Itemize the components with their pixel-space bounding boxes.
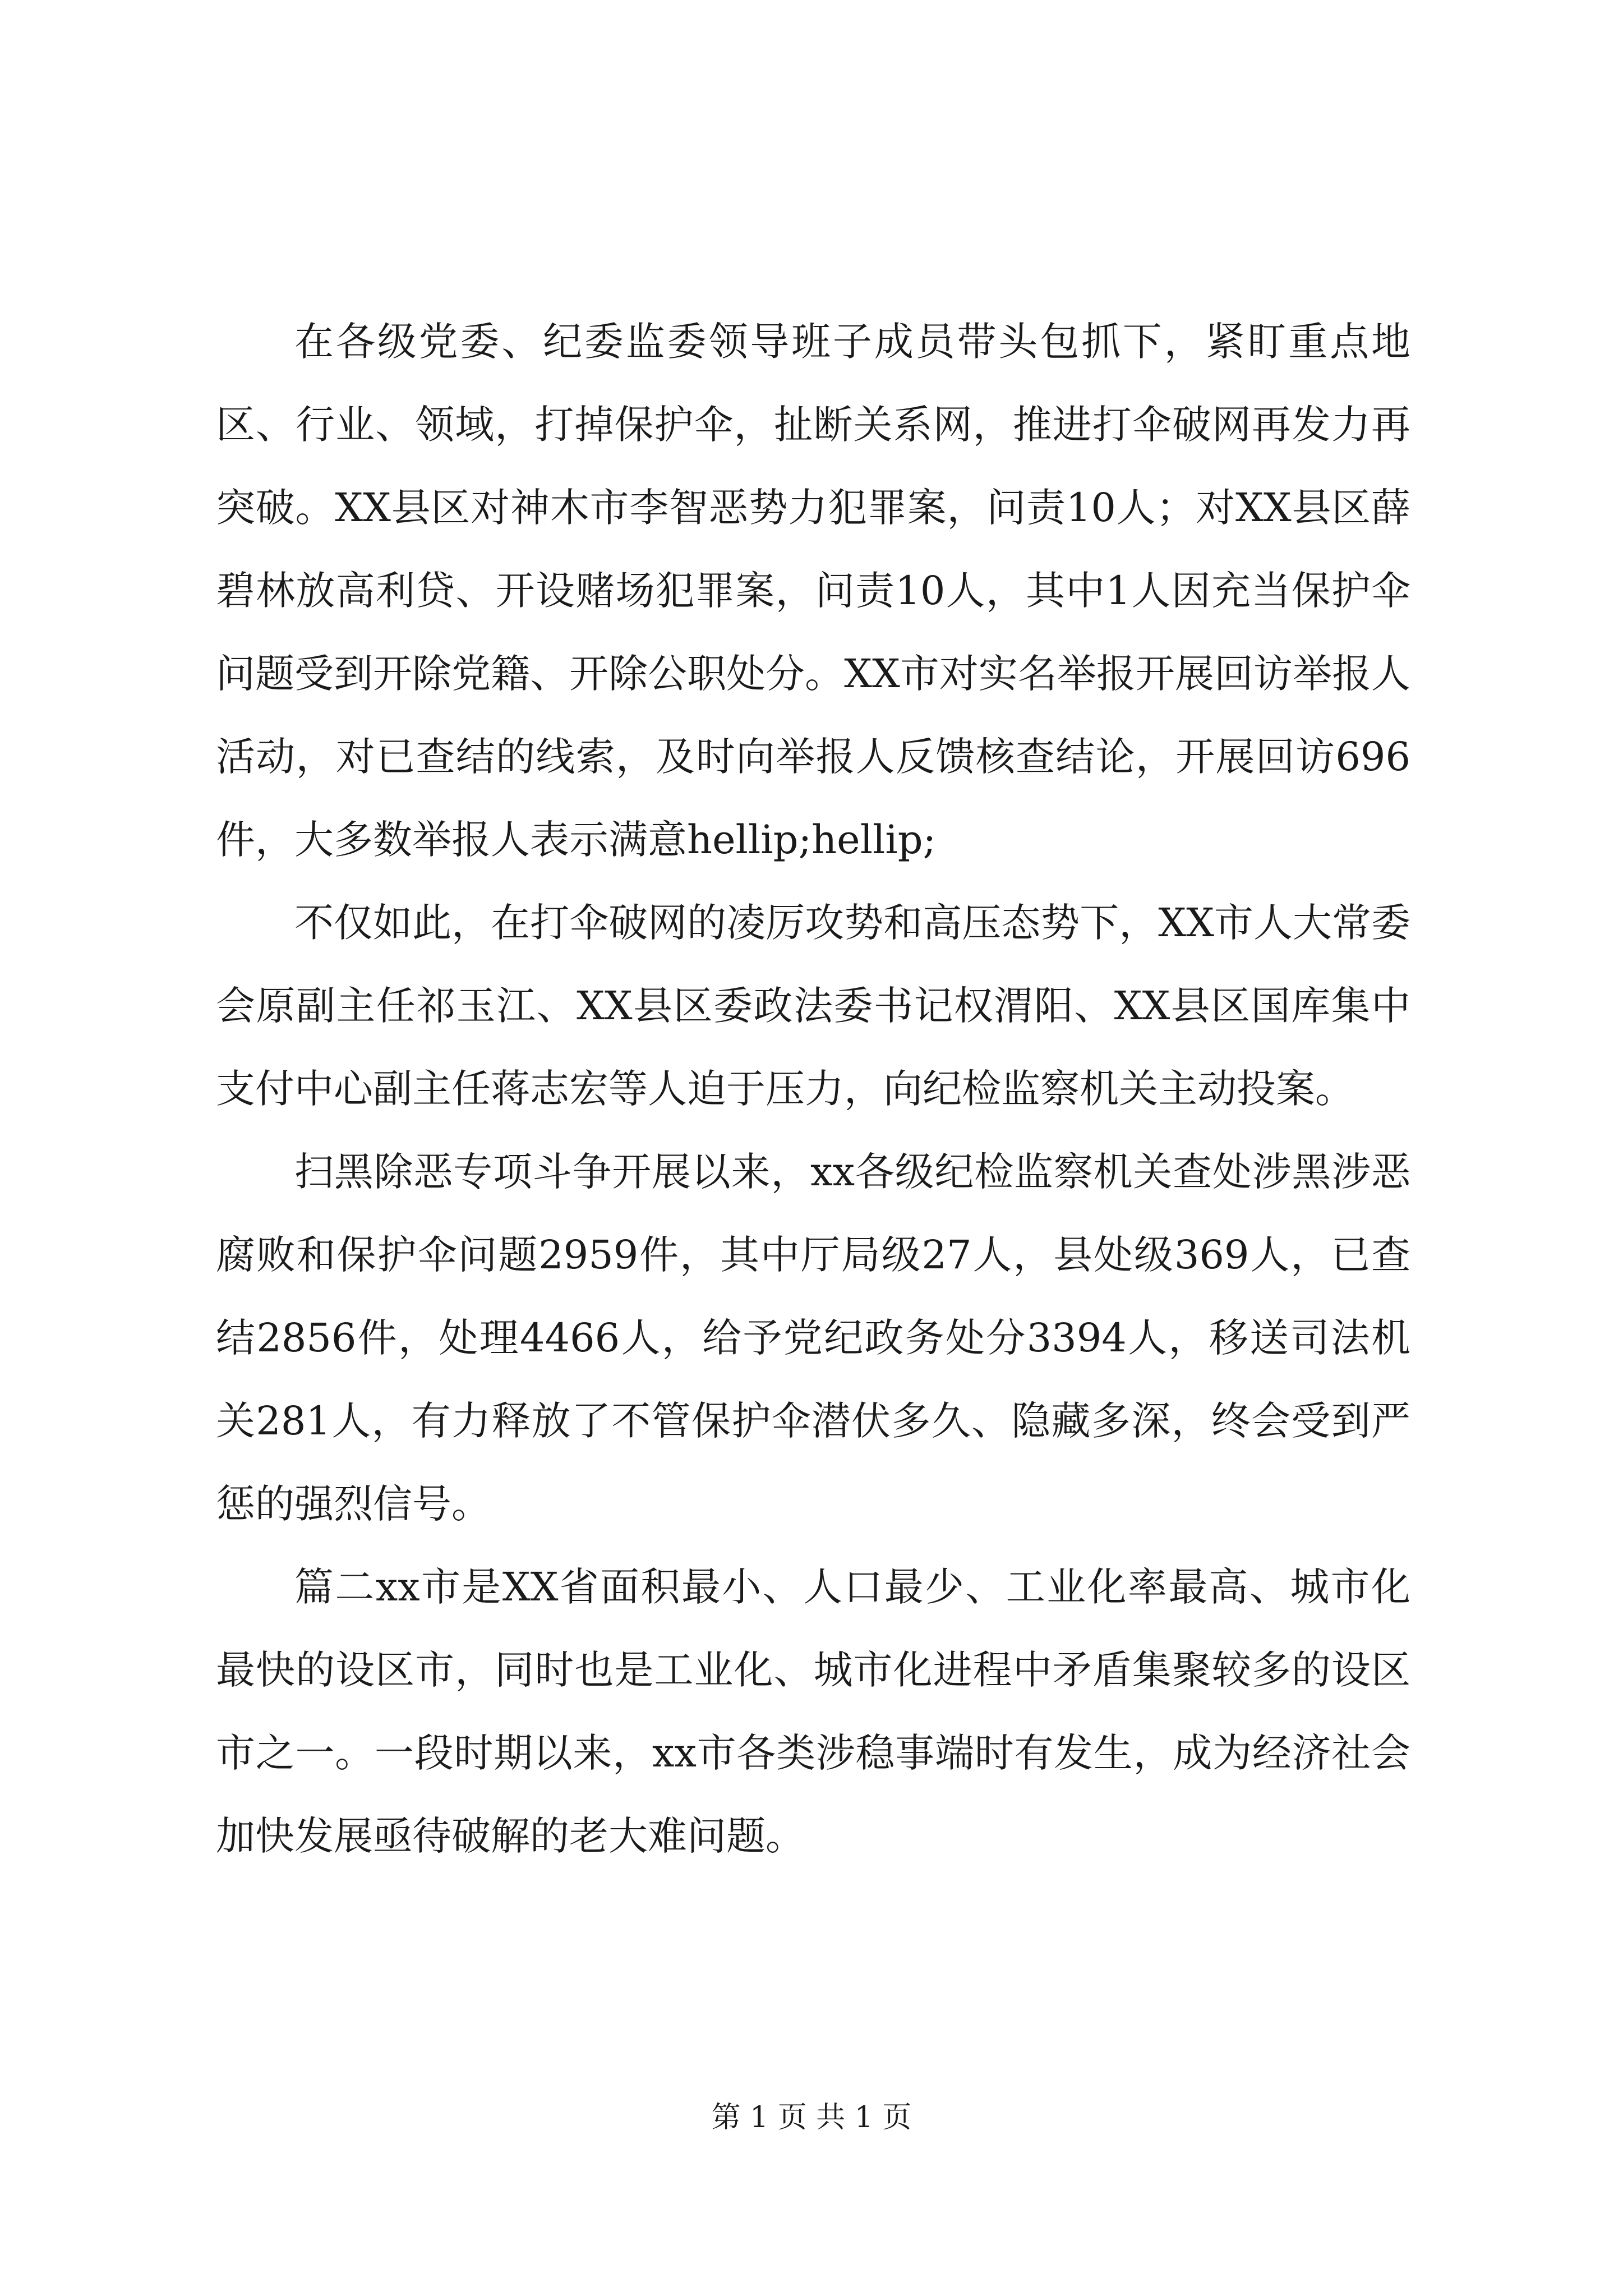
paragraph-3: 扫黑除恶专项斗争开展以来，xx各级纪检监察机关查处涉黑涉恶腐败和保护伞问题2959件，其中厅局级27人，县处级369人，已查结2856件，处理4466人，给予党纪政务处分3394人，移送司法机关281人，有力释放了不管保护伞潜伏多久、隐藏多深，终会受到严惩的强烈信号。: [216, 1149, 1410, 1527]
paragraph-2: 不仅如此，在打伞破网的凌厉攻势和高压态势下，XX市人大常委会原副主任祁玉江、XX县区委政法委书记权渭阳、XX县区国库集中支付中心副主任蒋志宏等人迫于压力，向纪检监察机关主动投案。: [216, 900, 1410, 1112]
body-text: [216, 300, 1410, 1878]
paragraph-1: 在各级党委、纪委监委领导班子成员带头包抓下，紧盯重点地区、行业、领域，打掉保护伞，扯断关系网，推进打伞破网再发力再突破。XX县区对神木市李智恶势力犯罪案，问责10人；对XX县区薛碧林放高利贷、开设赌场犯罪案，问责10人，其中1人因充当保护伞问题受到开除党籍、开除公职处分。XX市对实名举报开展回访举报人活动，对已查结的线索，及时向举报人反馈核查结论，开展回访696件，大多数举报人表示满意hellip;hellip;: [216, 319, 1410, 863]
page-footer: 第 1 页 共 1 页: [711, 2101, 912, 2134]
paragraph-4: 篇二xx市是XX省面积最小、人口最少、工业化率最高、城市化最快的设区市，同时也是工业化、城市化进程中矛盾集聚较多的设区市之一。一段时期以来，xx市各类涉稳事端时有发生，成为经济社会加快发展亟待破解的老大难问题。: [216, 1564, 1410, 1859]
